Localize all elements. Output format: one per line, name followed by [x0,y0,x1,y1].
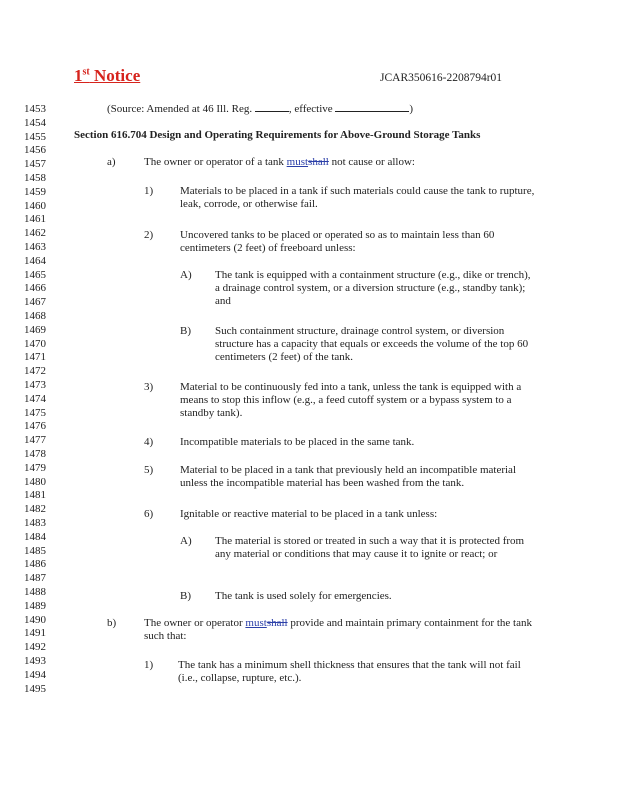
line-number: 1471 [24,351,46,364]
line-number: 1467 [24,296,46,309]
line-number: 1466 [24,282,46,295]
line-number: 1489 [24,599,46,612]
item-a5-text: Material to be placed in a tank that previously held an incompatible material unless the incompatible material has been washed from the tank. [180,464,516,489]
line-number: 1472 [24,365,46,378]
item-a6B-text: The tank is used solely for emergencies. [215,590,392,602]
para-b-text [144,617,534,643]
register-blank [255,102,289,112]
line-number: 1461 [24,213,46,226]
section-heading: Section 616.704 Design and Operating Requirements for Above-Ground Storage Tanks [74,129,481,141]
item-a1-label: 1) [144,185,154,197]
line-number: 1455 [24,130,46,143]
line-number: 1493 [24,655,46,667]
line-number: 1474 [24,392,46,405]
line-number: 1453 [24,103,46,115]
item-a4-label: 4) [144,436,154,448]
line-number: 1477 [24,434,46,447]
item-a3-label: 3) [144,381,154,393]
line-number: 1490 [24,613,46,626]
line-number: 1462 [24,227,46,240]
line-number: 1460 [24,199,46,212]
line-number: 1468 [24,310,46,322]
line-number: 1456 [24,144,46,157]
line-number: 1492 [24,641,46,654]
notice-ordinal: st [82,66,90,78]
line-number: 1481 [24,489,46,502]
line-number: 1470 [24,337,46,350]
line-number: 1479 [24,461,46,474]
line-number: 1478 [24,448,46,460]
line-number: 1487 [24,572,46,585]
para-a-inserted: must [286,156,309,168]
line-number: 1486 [24,558,46,571]
source-prefix: (Source: Amended at 46 Ill. Reg. [107,103,253,115]
item-a6A-label: A) [180,535,192,547]
item-b1-label: 1) [144,659,154,671]
para-b-deleted: shall [266,617,288,629]
line-number: 1464 [24,254,46,267]
line-number: 1485 [24,544,46,557]
line-number: 1475 [24,406,46,419]
item-a2B-text: Such containment structure, drainage control system, or diversion structure has a capacity that equals or exceeds the volume of the top 60 centimeters (2 feet) of the tank. [215,325,529,363]
notice-number: 1 [74,66,83,85]
line-number: 1457 [24,158,46,171]
line-number: 1476 [24,420,46,433]
item-a4-text: Incompatible materials to be placed in the same tank. [180,436,415,448]
item-a5-label: 5) [144,464,154,476]
source-suffix: ) [409,103,414,115]
line-number: 1482 [24,503,46,516]
para-b-label: b) [107,617,117,629]
effective-blank [335,102,409,112]
para-b-inserted: must [245,617,267,629]
line-number: 1495 [24,682,46,695]
line-number: 1483 [24,517,46,529]
line-number: 1458 [24,172,46,184]
line-number: 1494 [24,668,46,681]
source-line [107,102,413,116]
source-mid: , effective [288,103,333,115]
item-a2-label: 2) [144,229,154,241]
para-a-text [144,156,415,169]
para-a-after: not cause or allow: [331,156,415,168]
item-a2A-text: The tank is equipped with a containment structure (e.g., dike or trench), a drainage control system, or a diversion structure (e.g., standby tank); and [215,269,531,307]
item-a2A-label: A) [180,269,192,281]
line-number: 1465 [24,268,46,281]
notice-word: Notice [93,66,141,85]
line-number: 1463 [24,241,46,253]
item-b1-text: The tank has a minimum shell thickness that ensures that the tank will not fail (i.e., collapse, rupture, etc.). [178,659,521,684]
para-a-before: The owner or operator of a tank [144,156,284,168]
item-a6B-label: B) [180,590,191,602]
para-b-after: provide and maintain primary containment for the tank such that: [144,617,532,642]
line-number: 1454 [24,116,46,129]
line-number: 1459 [24,185,46,198]
item-a2B-label: B) [180,325,191,337]
notice-title [74,66,140,86]
item-a6A-text: The material is stored or treated in such a way that it is protected from any material or conditions that may cause it to ignite or react; or [215,535,525,560]
para-a-deleted: shall [308,156,329,168]
line-number: 1491 [24,627,46,640]
item-a1-text: Materials to be placed in a tank if such materials could cause the tank to rupture, leak, corrode, or otherwise fail. [180,185,535,210]
para-a-label: a) [107,156,116,168]
item-a3-text: Material to be continuously fed into a tank, unless the tank is equipped with a means to stop this inflow (e.g., a feed cutoff system or a bypass system to a standby tank). [180,381,522,419]
line-number: 1484 [24,530,46,543]
line-number: 1469 [24,323,46,336]
line-number: 1473 [24,379,46,391]
item-a6-text: Ignitable or reactive material to be placed in a tank unless: [180,508,438,520]
line-number: 1488 [24,586,46,598]
line-number: 1480 [24,475,46,488]
para-b-before: The owner or operator [144,617,243,629]
item-a2-text: Uncovered tanks to be placed or operated so as to maintain less than 60 centimeters (2 feet) of freeboard unless: [180,229,495,254]
item-a6-label: 6) [144,508,154,520]
document-id: JCAR350616-2208794r01 [380,72,503,84]
